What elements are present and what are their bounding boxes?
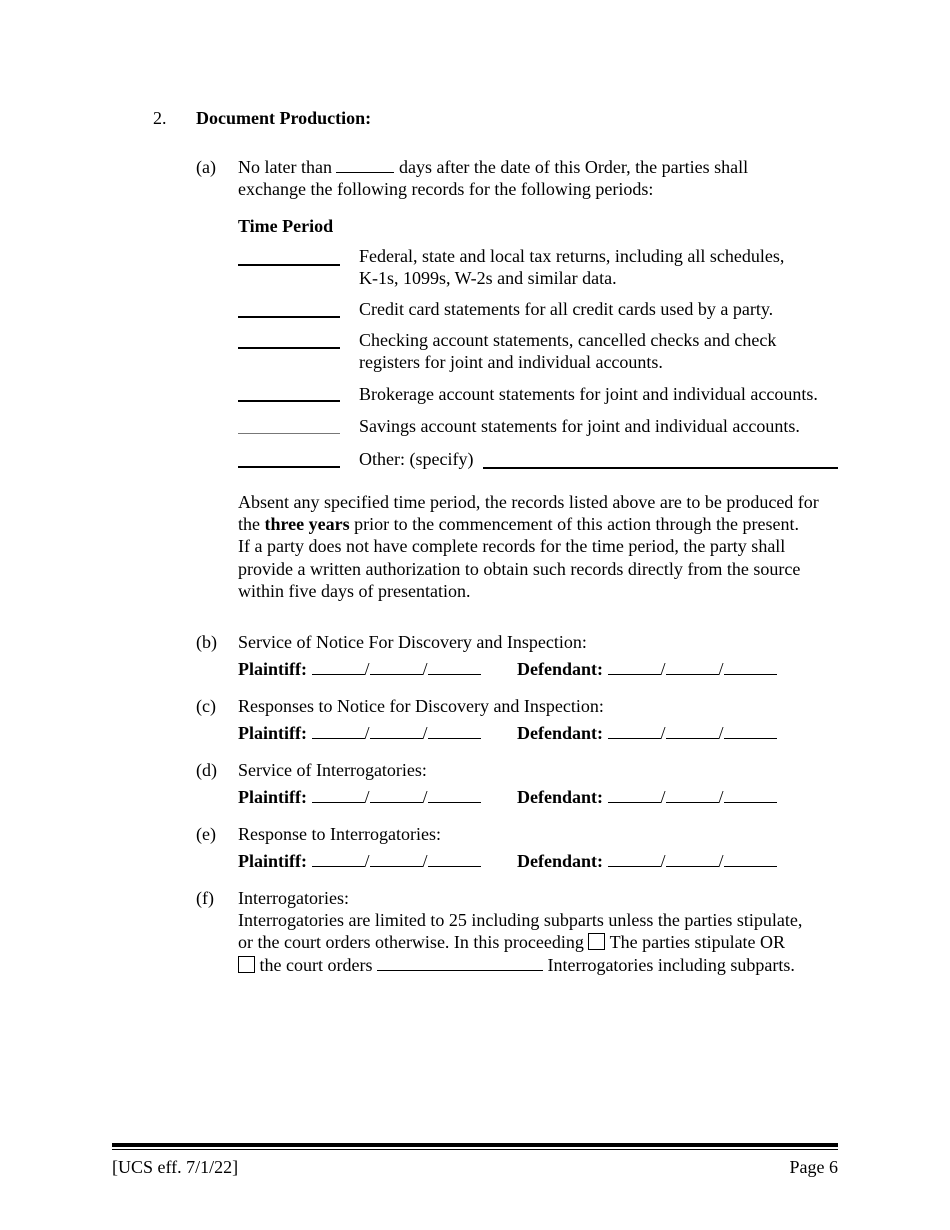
time-period-heading: Time Period [238, 216, 334, 236]
date-sep: / [364, 851, 370, 871]
plaintiff-month[interactable] [312, 724, 365, 739]
item-c-defendant [517, 722, 777, 744]
date-sep: / [364, 659, 370, 679]
absent-line3: If a party does not have complete records for the time period, the party shall [238, 536, 786, 556]
plaintiff-label: Plaintiff: [238, 659, 307, 679]
record-checking-line1: Checking account statements, cancelled checks and check [359, 330, 777, 350]
record-credit: Credit card statements for all credit cards used by a party. [359, 299, 774, 319]
defendant-month[interactable] [608, 724, 661, 739]
defendant-day[interactable] [666, 788, 719, 803]
record-brokerage: Brokerage account statements for joint and individual accounts. [359, 384, 818, 404]
defendant-year[interactable] [724, 660, 777, 675]
item-e-plaintiff [238, 850, 481, 872]
defendant-year[interactable] [724, 724, 777, 739]
date-sep: / [422, 723, 428, 743]
date-sep: / [660, 851, 666, 871]
time-period-blank-brokerage[interactable] [238, 400, 340, 402]
plaintiff-label: Plaintiff: [238, 723, 307, 743]
item-f-label: (f) [196, 888, 214, 908]
defendant-label: Defendant: [517, 723, 603, 743]
record-tax-line2: K-1s, 1099s, W-2s and similar data. [359, 268, 617, 288]
time-period-blank-other[interactable] [238, 466, 340, 468]
absent-line2 [238, 513, 799, 535]
date-sep: / [422, 851, 428, 871]
interrogatories-count-blank[interactable] [377, 956, 543, 971]
item-a-line1-post: days after the date of this Order, the parties shall [398, 157, 749, 177]
item-a-line1-pre: No later than [238, 157, 332, 177]
item-e-defendant [517, 850, 777, 872]
item-a-line2: exchange the following records for the following periods: [238, 179, 654, 199]
record-savings: Savings account statements for joint and individual accounts. [359, 416, 800, 436]
plaintiff-month[interactable] [312, 660, 365, 675]
defendant-label: Defendant: [517, 851, 603, 871]
parties-stipulate-checkbox[interactable] [588, 933, 605, 950]
defendant-day[interactable] [666, 660, 719, 675]
date-sep: / [660, 659, 666, 679]
plaintiff-year[interactable] [428, 724, 481, 739]
item-f-line2 [238, 931, 785, 953]
item-f-title: Interrogatories: [238, 888, 349, 908]
item-b-title: Service of Notice For Discovery and Inspection: [238, 632, 587, 652]
three-years: three years [264, 514, 350, 534]
plaintiff-day[interactable] [370, 852, 423, 867]
date-sep: / [718, 723, 724, 743]
court-orders-checkbox[interactable] [238, 956, 255, 973]
section-title: Document Production: [196, 108, 372, 128]
days-blank[interactable] [336, 158, 394, 173]
date-sep: / [718, 787, 724, 807]
item-b-plaintiff [238, 658, 481, 680]
item-e-title: Response to Interrogatories: [238, 824, 441, 844]
item-c-label: (c) [196, 696, 216, 716]
date-sep: / [422, 659, 428, 679]
plaintiff-month[interactable] [312, 852, 365, 867]
date-sep: / [660, 723, 666, 743]
defendant-month[interactable] [608, 660, 661, 675]
plaintiff-day[interactable] [370, 724, 423, 739]
date-sep: / [364, 787, 370, 807]
absent-line1: Absent any specified time period, the records listed above are to be produced for [238, 492, 819, 512]
date-sep: / [718, 851, 724, 871]
item-c-title: Responses to Notice for Discovery and Inspection: [238, 696, 604, 716]
absent-line2-pre: the [238, 514, 260, 534]
plaintiff-year[interactable] [428, 660, 481, 675]
time-period-blank-credit[interactable] [238, 316, 340, 318]
other-specify-blank[interactable] [483, 467, 838, 469]
defendant-day[interactable] [666, 724, 719, 739]
defendant-month[interactable] [608, 788, 661, 803]
plaintiff-year[interactable] [428, 852, 481, 867]
item-d-defendant [517, 786, 777, 808]
item-f-line2-pre: or the court orders otherwise. In this proceeding [238, 932, 584, 952]
absent-line4: provide a written authorization to obtain such records directly from the source [238, 559, 801, 579]
defendant-label: Defendant: [517, 787, 603, 807]
absent-line5: within five days of presentation. [238, 581, 471, 601]
item-a-label: (a) [196, 157, 216, 177]
item-b-label: (b) [196, 632, 217, 652]
time-period-blank-tax[interactable] [238, 264, 340, 266]
footer-rule-thick [112, 1143, 838, 1147]
record-tax-line1: Federal, state and local tax returns, including all schedules, [359, 246, 785, 266]
absent-line2-post: prior to the commencement of this action through the present. [354, 514, 800, 534]
record-other: Other: (specify) [359, 449, 474, 469]
defendant-label: Defendant: [517, 659, 603, 679]
footer-page-number: Page 6 [789, 1157, 838, 1177]
item-b-defendant [517, 658, 777, 680]
time-period-blank-savings[interactable] [238, 433, 340, 434]
item-f-line3-post: Interrogatories including subparts. [547, 955, 795, 975]
item-f-line3-pre: the court orders [259, 955, 373, 975]
item-d-plaintiff [238, 786, 481, 808]
item-f-line1: Interrogatories are limited to 25 including subparts unless the parties stipulate, [238, 910, 803, 930]
item-f-line2-post: The parties stipulate OR [609, 932, 786, 952]
plaintiff-year[interactable] [428, 788, 481, 803]
plaintiff-label: Plaintiff: [238, 787, 307, 807]
footer-left: [UCS eff. 7/1/22] [112, 1157, 239, 1177]
defendant-day[interactable] [666, 852, 719, 867]
defendant-month[interactable] [608, 852, 661, 867]
date-sep: / [718, 659, 724, 679]
plaintiff-day[interactable] [370, 660, 423, 675]
item-f-line3 [238, 954, 795, 976]
date-sep: / [364, 723, 370, 743]
plaintiff-label: Plaintiff: [238, 851, 307, 871]
item-c-plaintiff [238, 722, 481, 744]
defendant-year[interactable] [724, 852, 777, 867]
time-period-blank-checking[interactable] [238, 347, 340, 349]
plaintiff-day[interactable] [370, 788, 423, 803]
item-d-title: Service of Interrogatories: [238, 760, 427, 780]
item-d-label: (d) [196, 760, 217, 780]
record-checking-line2: registers for joint and individual accounts. [359, 352, 663, 372]
plaintiff-month[interactable] [312, 788, 365, 803]
date-sep: / [660, 787, 666, 807]
item-a-line1 [238, 156, 748, 178]
footer-rule-thin [112, 1149, 838, 1150]
date-sep: / [422, 787, 428, 807]
defendant-year[interactable] [724, 788, 777, 803]
item-e-label: (e) [196, 824, 216, 844]
section-number: 2. [153, 108, 167, 128]
